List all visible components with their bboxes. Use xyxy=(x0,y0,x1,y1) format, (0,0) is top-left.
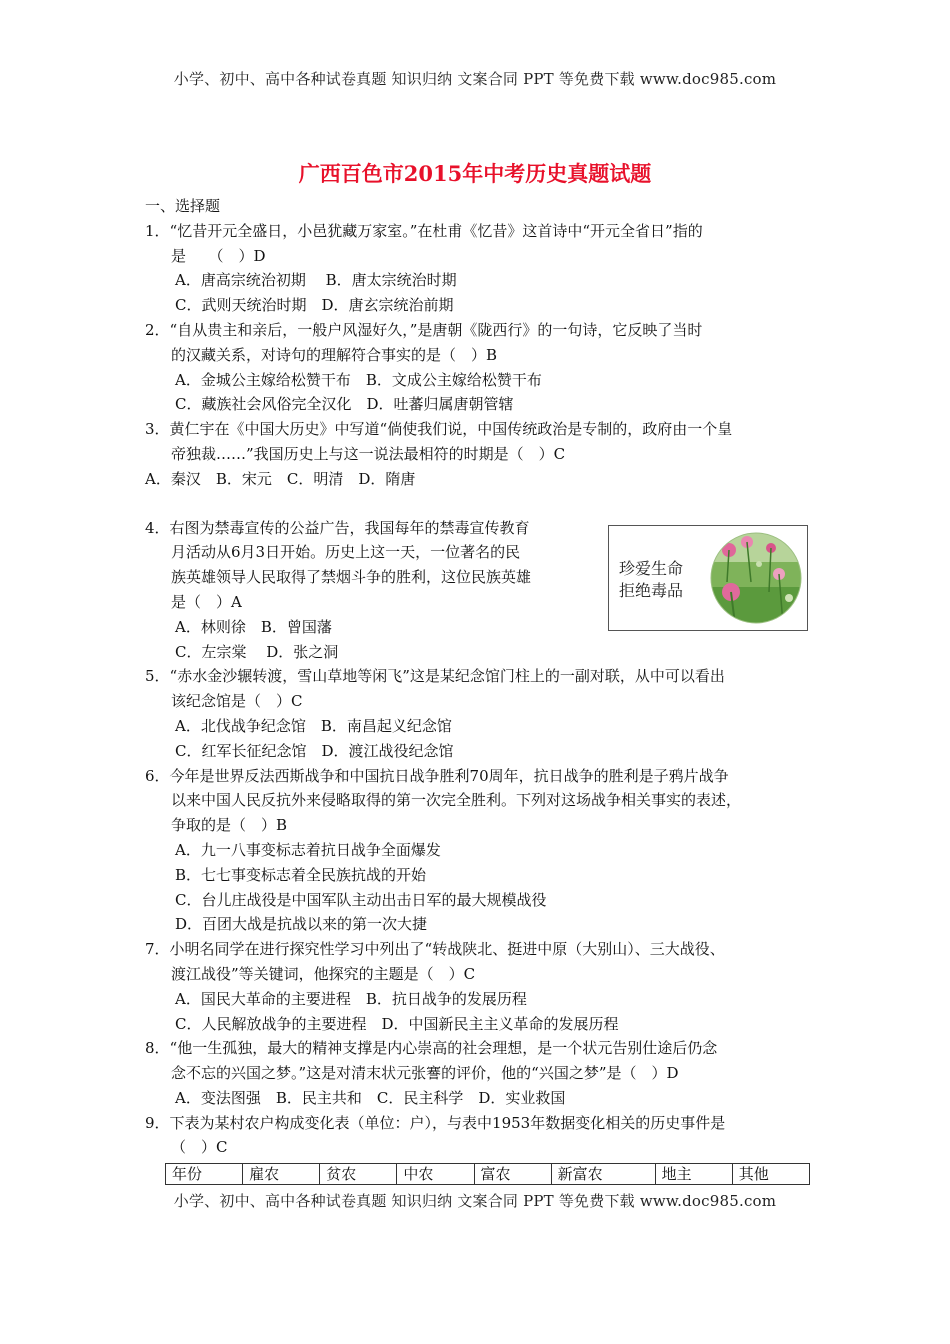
question-6 xyxy=(145,764,810,938)
option-line: C．藏族社会风俗完全汉化 D．吐蕃归属唐朝管辖 xyxy=(175,395,514,414)
option-line: C．台儿庄战役是中国军队主动出击日军的最大规模战役 xyxy=(175,890,547,909)
question-stem xyxy=(145,318,810,368)
poster-text xyxy=(619,558,683,602)
question-2 xyxy=(145,318,810,417)
section-heading: 一、选择题 xyxy=(145,197,221,215)
question-stem xyxy=(145,219,810,269)
table-header-cell: 其他 xyxy=(732,1164,809,1185)
table-header-cell: 地主 xyxy=(655,1164,732,1185)
stem-line: 该纪念馆是（ ）C xyxy=(171,692,303,711)
stem-line: 8．“他一生孤独，最大的精神支撑是内心崇高的社会理想，是一个状元告别仕途后仍念 xyxy=(145,1039,718,1058)
table-header-cell: 中农 xyxy=(397,1164,474,1185)
table-header-cell: 雇农 xyxy=(243,1164,320,1185)
spacer xyxy=(145,492,810,516)
option-line: A．国民大革命的主要进程 B．抗日战争的发展历程 xyxy=(175,989,527,1008)
page-footer: 小学、初中、高中各种试卷真题 知识归纳 文案合同 PPT 等免费下载 www.doc985.com xyxy=(173,1192,777,1210)
stem-line: 渡江战役”等关键词，他探究的主题是（ ）C xyxy=(171,964,476,983)
stem-line: 5．“赤水金沙辗转渡，雪山草地等闲飞”这是某纪念馆门柱上的一副对联，从中可以看出 xyxy=(145,667,725,686)
household-table xyxy=(165,1163,810,1185)
option-line: A．北伐战争纪念馆 B．南昌起义纪念馆 xyxy=(175,716,452,735)
stem-line: 3．黄仁宇在《中国大历史》中写道“倘使我们说，中国传统政治是专制的，政府由一个皇 xyxy=(145,420,733,439)
stem-line: 争取的是（ ）B xyxy=(171,816,288,835)
option-line: A．金城公主嫁给松赞干布 B．文成公主嫁给松赞干布 xyxy=(175,370,542,389)
question-5 xyxy=(145,664,810,763)
question-9 xyxy=(145,1111,810,1161)
option-line: C．左宗棠 D．张之洞 xyxy=(175,642,339,661)
question-stem xyxy=(145,1036,810,1086)
question-8 xyxy=(145,1036,810,1110)
stem-line: 族英雄领导人民取得了禁烟斗争的胜利，这位民族英雄 xyxy=(171,568,532,587)
option-line: A．秦汉 B．宋元 C．明清 D．隋唐 xyxy=(145,469,416,488)
question-stem xyxy=(145,417,810,467)
question-stem xyxy=(145,516,601,615)
stem-line: 4．右图为禁毒宣传的公益广告，我国每年的禁毒宣传教育 xyxy=(145,518,530,537)
page-header: 小学、初中、高中各种试卷真题 知识归纳 文案合同 PPT 等免费下载 www.doc985.com xyxy=(173,70,777,88)
option-line: C．武则天统治时期 D．唐玄宗统治前期 xyxy=(175,296,454,315)
stem-line: 6．今年是世界反法西斯战争和中国抗日战争胜利70周年，抗日战争的胜利是子鸦片战争 xyxy=(145,766,729,785)
option-line: D．百团大战是抗战以来的第一次大捷 xyxy=(175,915,428,934)
option-line: C．人民解放战争的主要进程 D．中国新民主主义革命的发展历程 xyxy=(175,1014,619,1033)
question-stem xyxy=(145,937,810,987)
option-line: A．林则徐 B．曾国藩 xyxy=(175,617,332,636)
poppy-field-icon xyxy=(709,532,803,624)
option-line: B．七七事变标志着全民族抗战的开始 xyxy=(175,865,427,884)
question-1 xyxy=(145,219,810,318)
stem-line: 的汉藏关系，对诗句的理解符合事实的是（ ）B xyxy=(171,345,498,364)
anti-drug-poster xyxy=(608,525,808,631)
exam-content xyxy=(145,194,810,1160)
question-stem xyxy=(145,664,810,714)
poster-line: 拒绝毒品 xyxy=(619,581,684,600)
option-line: A．变法图强 B．民主共和 C．民主科学 D．实业救国 xyxy=(175,1088,566,1107)
stem-line: 7．小明名同学在进行探究性学习中列出了“转战陕北、挺进中原（大别山）、三大战役、 xyxy=(145,940,725,959)
option-line: A．唐高宗统治初期 B．唐太宗统治时期 xyxy=(175,271,457,290)
table-header-cell: 富农 xyxy=(474,1164,551,1185)
table-header-row xyxy=(166,1164,810,1185)
stem-line: 念不忘的兴国之梦。”这是对清末状元张謇的评价，他的“兴国之梦”是（ ）D xyxy=(171,1064,679,1083)
table-header-cell: 贫农 xyxy=(320,1164,397,1185)
stem-line: （ ）C xyxy=(171,1138,228,1157)
stem-line: 9．下表为某村农户构成变化表（单位：户），与表中1953年数据变化相关的历史事件是 xyxy=(145,1113,726,1132)
stem-line: 是（ ）A xyxy=(171,592,242,611)
stem-line: 是 （ ）D xyxy=(171,246,266,265)
stem-line: 月活动从6月3日开始。历史上这一天，一位著名的民 xyxy=(171,543,521,562)
question-stem xyxy=(145,1111,810,1161)
stem-line: 帝独裁……”我国历史上与这一说法最相符的时期是（ ）C xyxy=(171,444,566,463)
question-7 xyxy=(145,937,810,1036)
stem-line: 1．“忆昔开元全盛日，小邑犹藏万家室。”在杜甫《忆昔》这首诗中“开元全省日”指的 xyxy=(145,221,703,240)
poster-line: 珍爱生命 xyxy=(619,559,684,578)
option-line: A．九一八事变标志着抗日战争全面爆发 xyxy=(175,840,441,859)
table-header-cell: 新富农 xyxy=(551,1164,655,1185)
table-header-cell: 年份 xyxy=(166,1164,243,1185)
question-stem xyxy=(145,764,810,838)
stem-line: 以来中国人民反抗外来侵略取得的第一次完全胜利。下列对这场战争相关事实的表述， xyxy=(171,791,742,810)
page-title: 广西百色市2015年中考历史真题试题 xyxy=(298,161,652,186)
question-3 xyxy=(145,417,810,491)
option-line: C．红军长征纪念馆 D．渡江战役纪念馆 xyxy=(175,741,454,760)
stem-line: 2．“自从贵主和亲后，一般户风湿好久，”是唐朝《陇西行》的一句诗，它反映了当时 xyxy=(145,320,703,339)
